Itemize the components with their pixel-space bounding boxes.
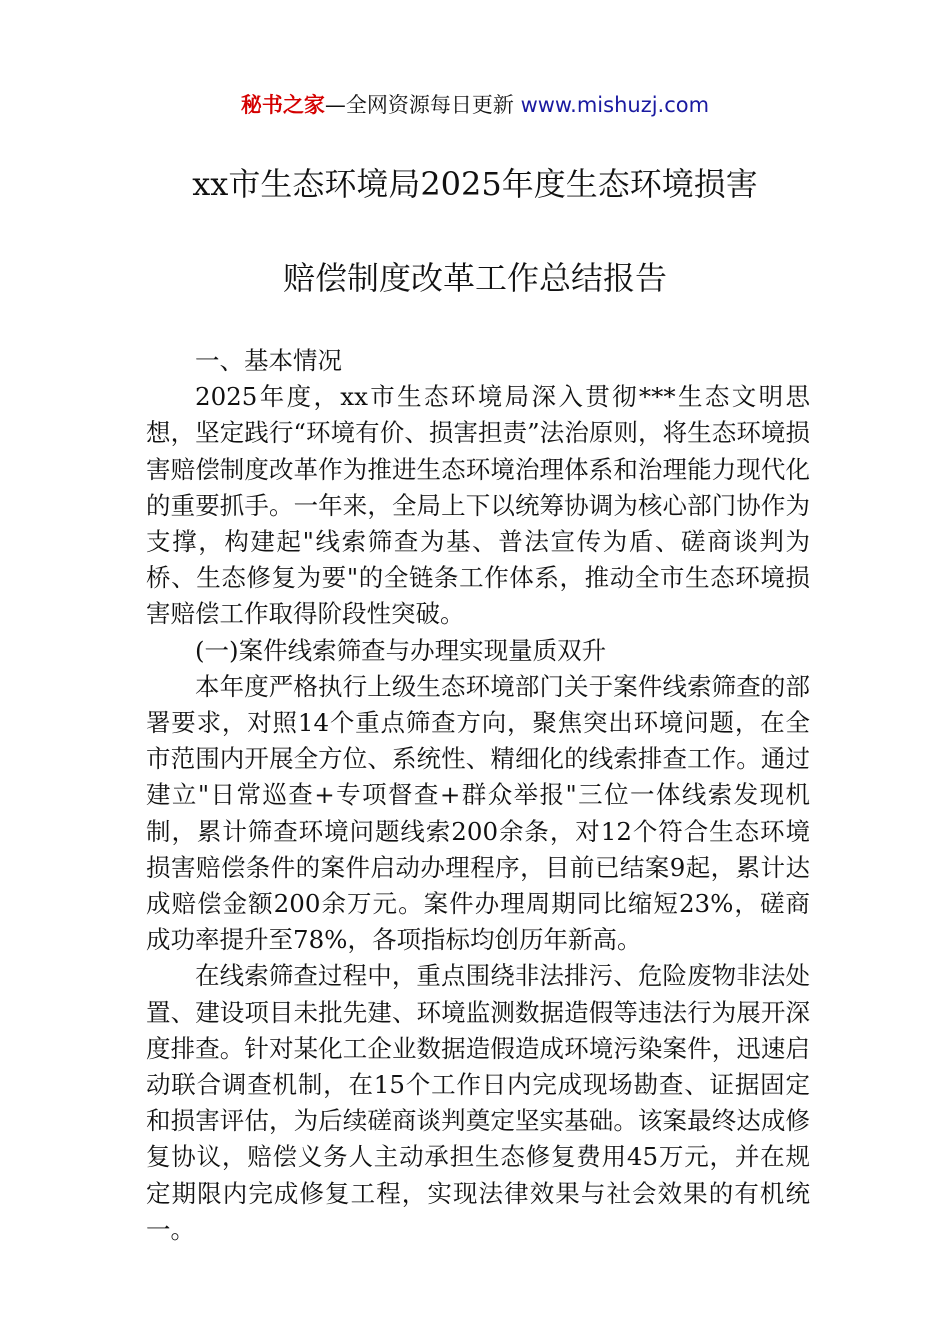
document-title-line-1: xx市生态环境局2025年度生态环境损害 <box>192 165 758 203</box>
paragraph: 2025年度，xx市生态环境局深入贯彻***生态文明思想，坚定践行“环境有价、损害担责”法治原则，将生态环境损害赔偿制度改革作为推进生态环境治理体系和治理能力现代化的重要抓手。一年来，全局上下以统筹协调为核心部门协作为支撑，构建起"线索筛查为基、普法宣传为盾、磋商谈判为桥、生态修复为要"的全链条工作体系，推动全市生态环境损害赔偿工作取得阶段性突破。 <box>146 382 810 629</box>
banner-tagline: —全网资源每日更新 <box>324 93 521 117</box>
paragraph: 在线索筛查过程中，重点围绕非法排污、危险废物非法处置、建设项目未批先建、环境监测数据造假等违法行为展开深度排查。针对某化工企业数据造假造成环境污染案件，迅速启动联合调查机制，在15个工作日内完成现场勘查、证据固定和损害评估，为后续磋商谈判奠定坚实基础。该案最终达成修复协议，赔偿义务人主动承担生态修复费用45万元，并在规定期限内完成修复工程，实现法律效果与社会效果的有机统一。 <box>146 961 810 1244</box>
brand-name: 秘书之家 <box>240 93 325 117</box>
document-title-line-2: 赔偿制度改革工作总结报告 <box>282 259 667 297</box>
subsection-heading: (一)案件线索筛查与办理实现量质双升 <box>195 635 607 665</box>
document-body <box>146 343 810 1248</box>
site-banner <box>0 88 950 122</box>
site-url[interactable]: www.mishuzj.com <box>520 93 710 117</box>
paragraph: 本年度严格执行上级生态环境部门关于案件线索筛查的部署要求，对照14个重点筛查方向，聚焦突出环境问题，在全市范围内开展全方位、系统性、精细化的线索排查工作。通过建立"日常巡查+专项督查+群众举报"三位一体线索发现机制，累计筛查环境问题线索200余条，对12个符合生态环境损害赔偿条件的案件启动办理程序，目前已结案9起，累计达成赔偿金额200余万元。案件办理周期同比缩短23%，磋商成功率提升至78%，各项指标均创历年新高。 <box>146 671 810 955</box>
section-heading: 一、基本情况 <box>195 346 342 375</box>
